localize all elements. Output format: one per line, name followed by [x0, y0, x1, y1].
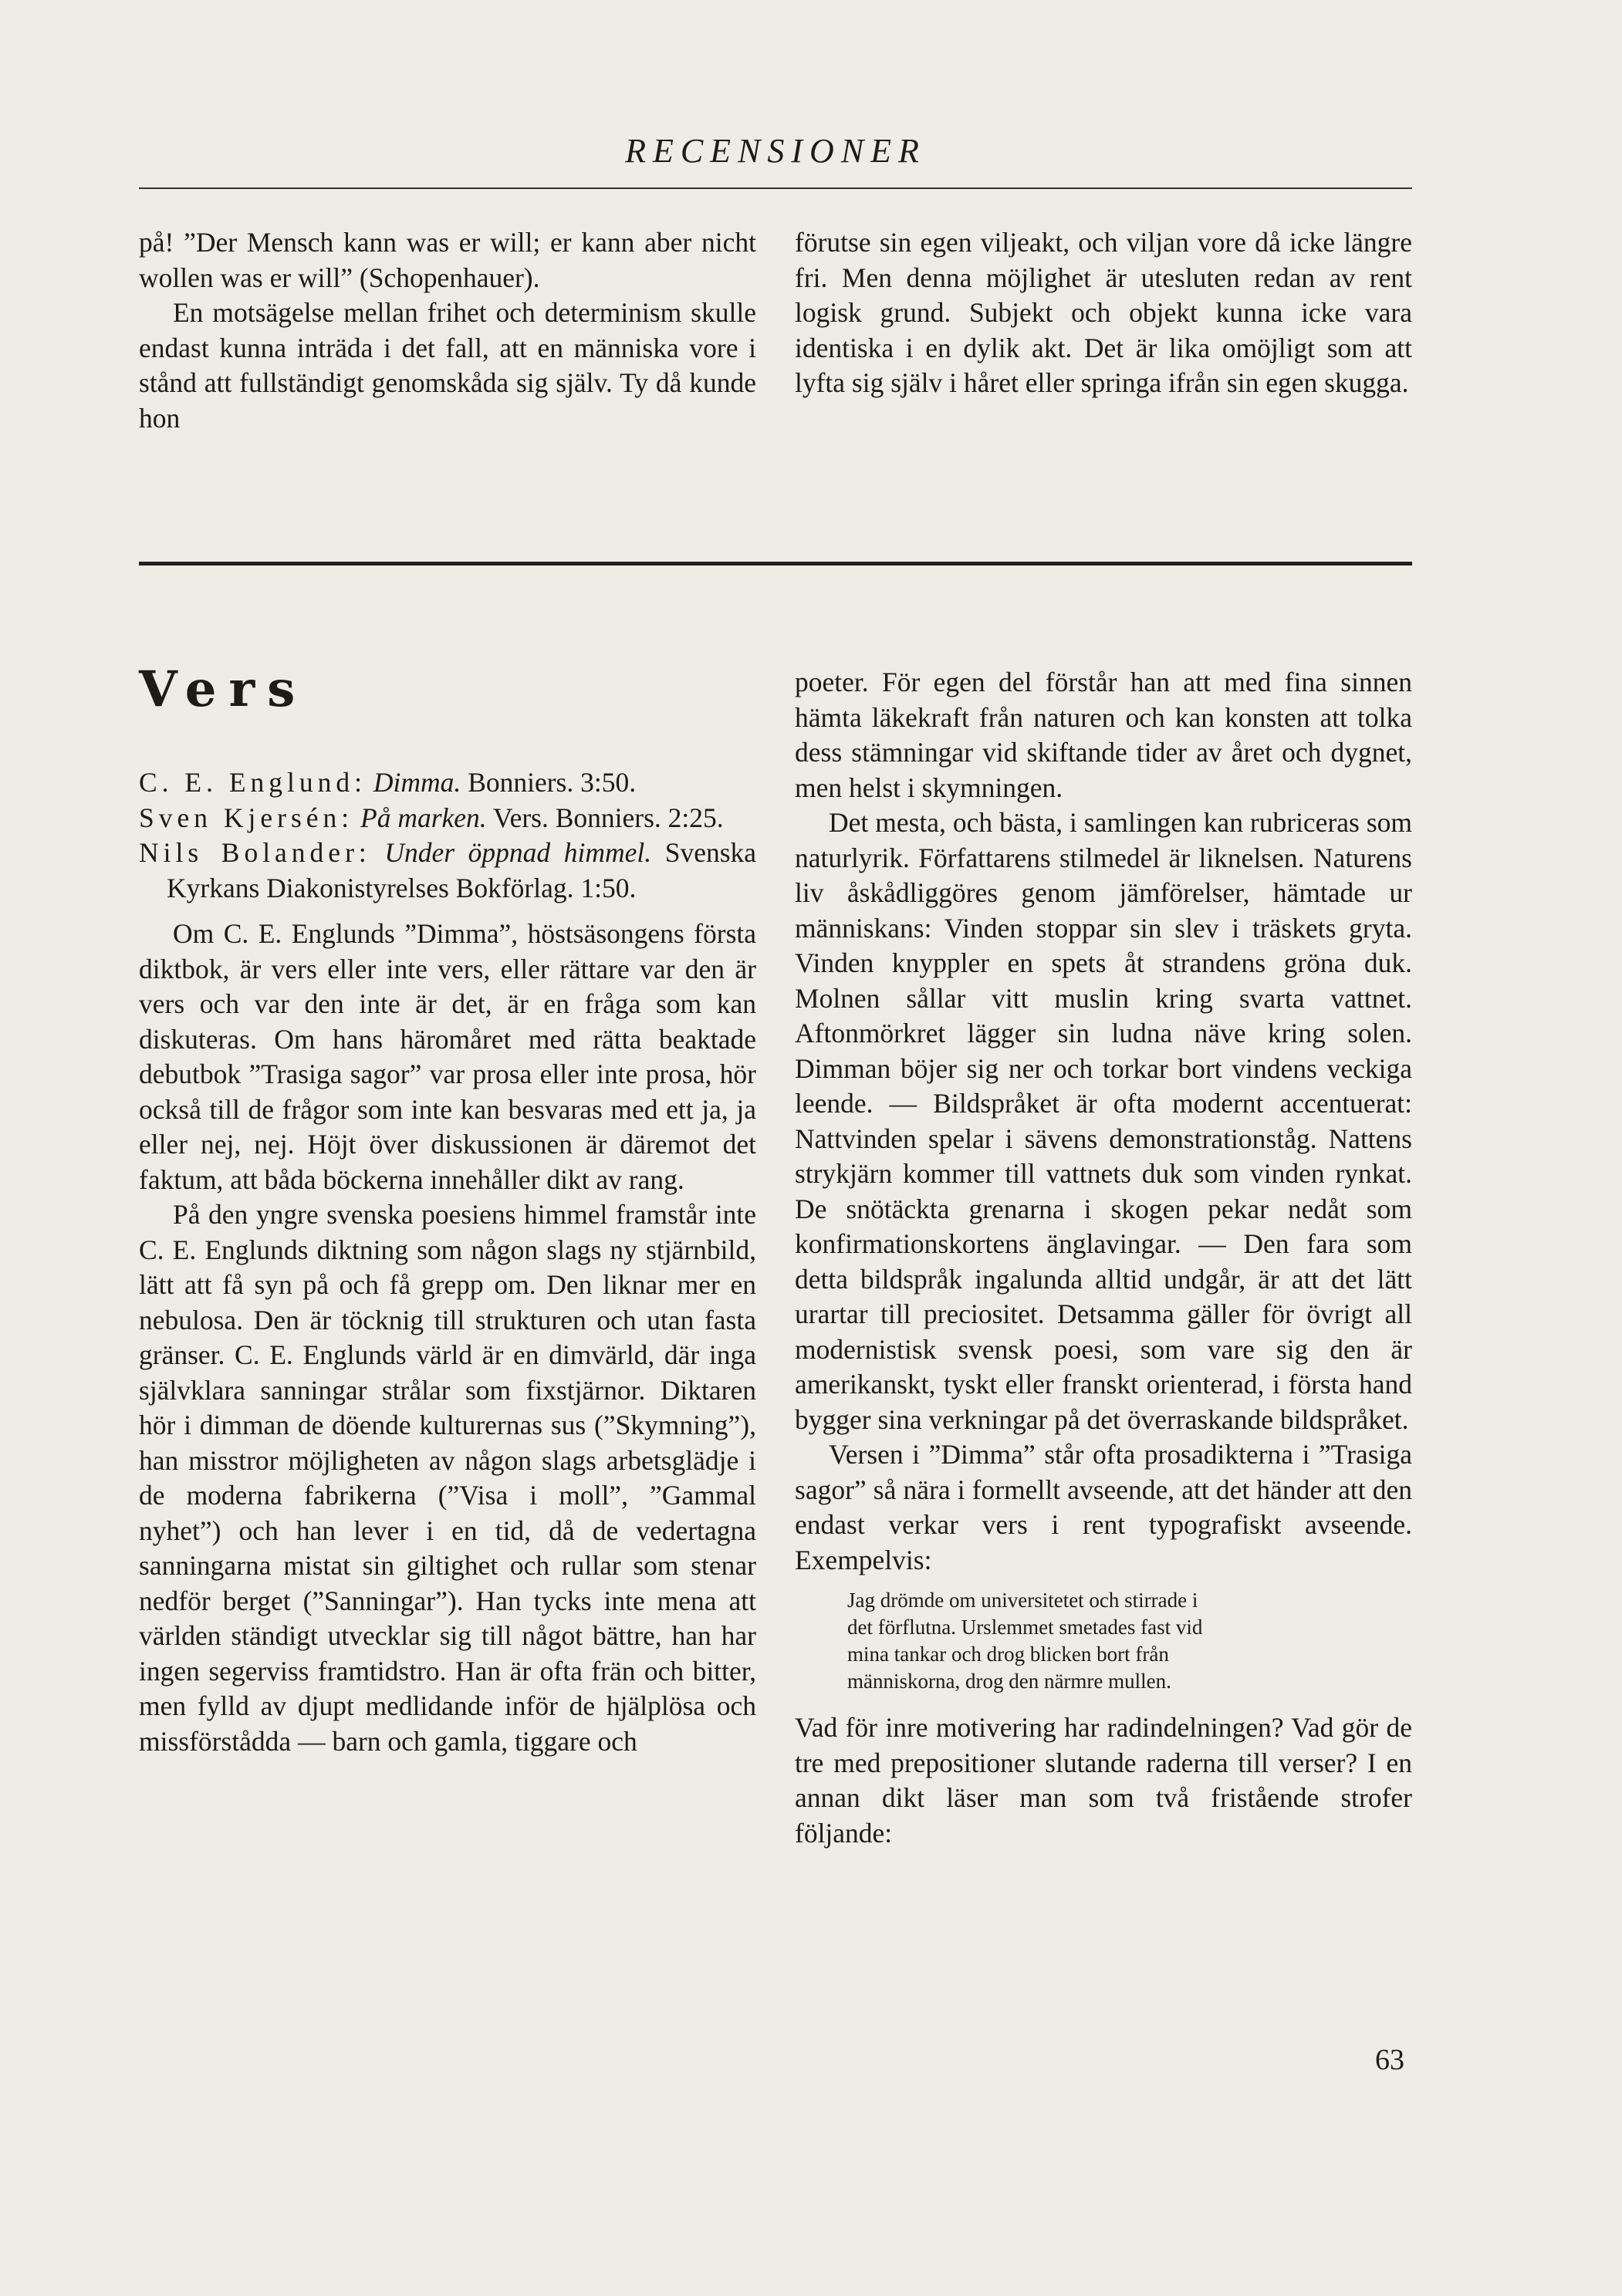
quote-line: det förflutna. Urslemmet smetades fast vid: [847, 1616, 1203, 1639]
book-entry: [139, 836, 756, 906]
paragraph: Vad för inre motivering har radindelningen? Vad gör de tre med prepositioner slutande raderna till verser? I en annan dikt läser man som två fristående strofer följande:: [795, 1712, 1412, 1849]
running-title: RECENSIONER: [625, 132, 926, 170]
book-author: Nils Bolander:: [139, 837, 371, 868]
review-section: [139, 660, 1412, 1851]
header-rule: [139, 187, 1412, 189]
book-entry: [139, 765, 756, 801]
paragraph: Om C. E. Englunds ”Dimma”, höstsäsongens första diktbok, är vers eller inte vers, eller rättare var den är vers och var den inte är det, är en fråga som kan diskuteras. Om hans häromåret med rätta beaktade debutbok ”Trasiga sagor” var prosa eller inte prosa, hör också till de frågor som inte kan besvaras med ett ja, ja eller nej, nej. Höjt över diskussionen är däremot det faktum, att båda böckerna innehåller dikt av rang.: [139, 918, 756, 1195]
book-title: Under öppnad himmel.: [384, 837, 652, 868]
book-author: Sven Kjersén:: [139, 802, 354, 833]
book-details: Bonniers. 3:50.: [468, 767, 637, 798]
poem-quote: [847, 1587, 1387, 1695]
review-left-column: [139, 660, 757, 1851]
section-divider: [139, 562, 1412, 566]
book-title: På marken.: [360, 802, 487, 833]
book-details: Vers. Bonniers. 2:25.: [492, 802, 724, 833]
book-entry: [139, 801, 756, 836]
continued-text: [139, 225, 1412, 436]
paragraph: En motsägelse mellan frihet och determinism skulle endast kunna inträda i det fall, att en människa vore i stånd att fullständigt genomskåda sig själv. Ty då kunde hon: [139, 297, 756, 434]
paragraph: poeter. För egen del förstår han att med fina sinnen hämta läkekraft från naturen och kan konsten att tolka dess stämningar vid skiftande tider av året och dygnet, men helst i skymningen.: [795, 667, 1412, 803]
book-details: Svenska Kyrkans Diakonistyrelses Bokförlag. 1:50.: [167, 837, 757, 903]
continued-left-column: [139, 225, 756, 436]
page-number: 63: [1375, 2044, 1404, 2076]
quote-line: mina tankar och drog blicken bort från: [847, 1643, 1169, 1666]
paragraph: På den yngre svenska poesiens himmel framstår inte C. E. Englunds diktning som någon slags ny stjärnbild, lätt att få syn på och få grepp om. Den liknar mer en nebulosa. Den är töcknig till strukturen och utan fasta gränser. C. E. Englunds värld är en dimvärld, där inga självklara sanningar strålar som fixstjärnor. Diktaren hör i dimman de döende kulturernas sus (”Skymning”), han misstror möjligheten av någon slags arbetsglädje i de moderna fabrikerna (”Visa i moll”, ”Gammal nyhet”) och han lever i en tid, då de vedertagna sanningarna mistat sin giltighet och rullar som stenar nedför berget (”Sanningar”). Han tycks inte mena att världen ständigt utvecklar sig till något bättre, han har ingen segerviss framtidstro. Han är ofta frän och bitter, men fylld av djupt medlidande inför de hjälplösa och missförstådda — barn och gamla, tiggare och: [139, 1199, 756, 1757]
paragraph: förutse sin egen viljeakt, och viljan vore då icke längre fri. Men denna möjlighet är utesluten redan av rent logisk grund. Subjekt och objekt kunna icke vara identiska i en dylik akt. Det är lika omöjligt som att lyfta sig själv i håret eller springa ifrån sin egen skugga.: [795, 227, 1412, 398]
book-author: C. E. Englund:: [139, 767, 367, 798]
continued-right-column: [795, 225, 1412, 436]
paragraph: på! ”Der Mensch kann was er will; er kann aber nicht wollen was er will” (Schopenhauer).: [139, 227, 756, 293]
paragraph: Versen i ”Dimma” står ofta prosadikterna i ”Trasiga sagor” så nära i formellt avseende, att det händer att den endast verkar vers i rent typografiskt avseende. Exempelvis:: [795, 1439, 1412, 1575]
book-list: [139, 765, 756, 906]
review-title: Vers: [139, 660, 308, 718]
quote-line: människorna, drog den närmre mullen.: [847, 1670, 1171, 1693]
paragraph: Det mesta, och bästa, i samlingen kan rubriceras som naturlyrik. Författarens stilmedel är liknelsen. Naturens liv åskådliggöres genom jämförelser, hämtade ur människans: Vinden stoppar sin slev i träskets gryta. Vinden knyppler en spets åt strandens gröna duk. Molnen sållar vitt muslin kring svarta vattnet. Aftonmörkret lägger sin ludna näve kring solen. Dimman böjer sig ner och torkar bort vindens veckiga leende. — Bildspråket är ofta modernt accentuerat: Nattvinden spelar i sävens demonstrationståg. Nattens strykjärn kommer till vattnets duk som vinden rynkat. De snötäckta grenarna i skogen pekar nedåt som konfirmationskortens änglavingar. — Den fara som detta bildspråk ingalunda alltid undgår, är att det lätt urartar till preciositet. Detsamma gäller för övrigt all modernistisk svensk poesi, som vare sig den är amerikanskt, tyskt eller franskt orienterad, i första hand bygger sina verkningar på det överraskande bildspråket.: [795, 807, 1412, 1435]
review-right-column: [795, 665, 1412, 1851]
book-title: Dimma.: [373, 767, 461, 798]
quote-line: Jag drömde om universitetet och stirrade i: [847, 1589, 1198, 1612]
